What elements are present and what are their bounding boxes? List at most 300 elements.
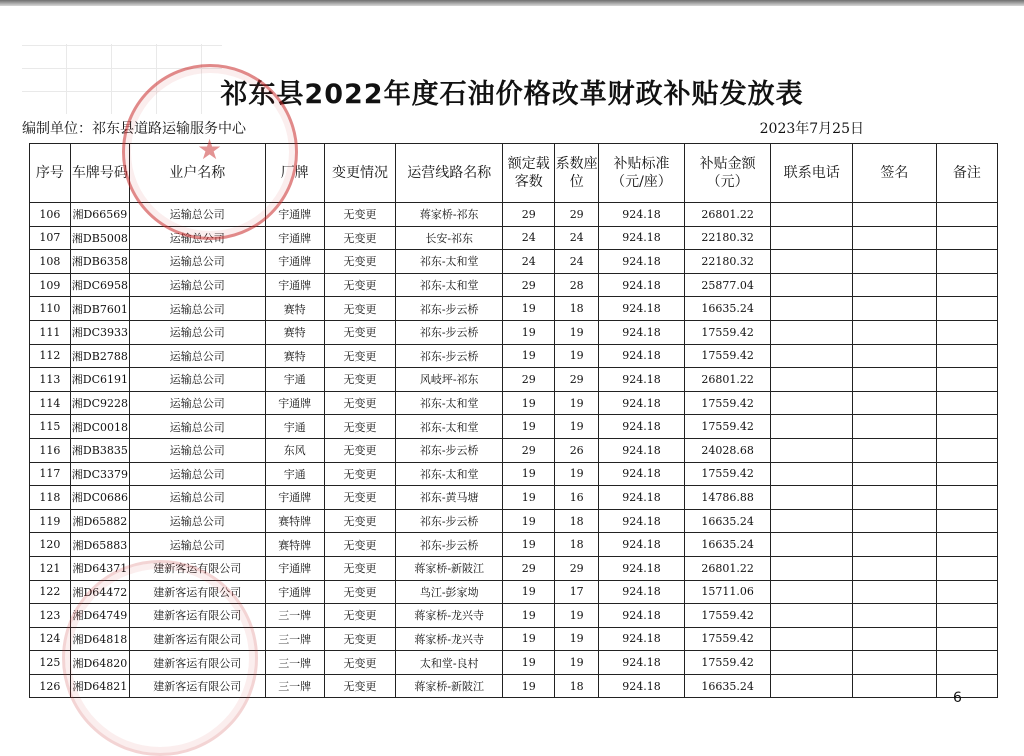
row-number-cell: 116 xyxy=(30,438,71,462)
column-header: 签名 xyxy=(853,144,937,203)
change-status-cell: 无变更 xyxy=(324,509,395,533)
route-name-cell: 蒋家桥-龙兴寺 xyxy=(396,627,503,651)
row-number-cell: 118 xyxy=(30,486,71,510)
phone-cell xyxy=(771,273,853,297)
phone-cell xyxy=(771,415,853,439)
column-header: 备注 xyxy=(936,144,997,203)
remark-cell xyxy=(936,462,997,486)
change-status-cell: 无变更 xyxy=(324,533,395,557)
table-row xyxy=(30,297,998,321)
rated-capacity-cell: 19 xyxy=(503,651,555,675)
owner-name-cell: 运输总公司 xyxy=(129,320,265,344)
phone-cell xyxy=(771,580,853,604)
coefficient-seats-cell: 19 xyxy=(555,391,599,415)
rated-capacity-cell: 29 xyxy=(503,203,555,227)
row-number-cell: 108 xyxy=(30,250,71,274)
signature-cell xyxy=(853,580,937,604)
phone-cell xyxy=(771,226,853,250)
column-header: 业户名称 xyxy=(129,144,265,203)
subsidy-amount-cell: 17559.42 xyxy=(684,604,771,628)
coefficient-seats-cell: 28 xyxy=(555,273,599,297)
change-status-cell: 无变更 xyxy=(324,203,395,227)
table-row xyxy=(30,580,998,604)
change-status-cell: 无变更 xyxy=(324,297,395,321)
rated-capacity-cell: 19 xyxy=(503,533,555,557)
rated-capacity-cell: 19 xyxy=(503,415,555,439)
signature-cell xyxy=(853,556,937,580)
row-number-cell: 110 xyxy=(30,297,71,321)
owner-name-cell: 运输总公司 xyxy=(129,297,265,321)
subsidy-amount-cell: 16635.24 xyxy=(684,297,771,321)
row-number-cell: 109 xyxy=(30,273,71,297)
coefficient-seats-cell: 24 xyxy=(555,226,599,250)
row-number-cell: 111 xyxy=(30,320,71,344)
owner-name-cell: 运输总公司 xyxy=(129,226,265,250)
change-status-cell: 无变更 xyxy=(324,368,395,392)
subsidy-table xyxy=(29,143,998,698)
table-row xyxy=(30,250,998,274)
subsidy-standard-cell: 924.18 xyxy=(599,226,685,250)
signature-cell xyxy=(853,297,937,321)
change-status-cell: 无变更 xyxy=(324,627,395,651)
document-date: 2023年7月25日 xyxy=(759,121,864,137)
rated-capacity-cell: 19 xyxy=(503,391,555,415)
subsidy-standard-cell: 924.18 xyxy=(599,533,685,557)
column-header: 补贴标准（元/座） xyxy=(599,144,685,203)
subsidy-amount-cell: 24028.68 xyxy=(684,438,771,462)
change-status-cell: 无变更 xyxy=(324,486,395,510)
change-status-cell: 无变更 xyxy=(324,556,395,580)
coefficient-seats-cell: 19 xyxy=(555,320,599,344)
remark-cell xyxy=(936,297,997,321)
route-name-cell: 祁东-步云桥 xyxy=(396,438,503,462)
row-number-cell: 121 xyxy=(30,556,71,580)
coefficient-seats-cell: 19 xyxy=(555,651,599,675)
phone-cell xyxy=(771,462,853,486)
signature-cell xyxy=(853,462,937,486)
remark-cell xyxy=(936,486,997,510)
subsidy-amount-cell: 26801.22 xyxy=(684,203,771,227)
rated-capacity-cell: 19 xyxy=(503,604,555,628)
plate-number-cell: 湘DC0018 xyxy=(70,415,129,439)
plate-number-cell: 湘DB7601 xyxy=(70,297,129,321)
coefficient-seats-cell: 18 xyxy=(555,297,599,321)
brand-cell: 赛特牌 xyxy=(265,509,324,533)
plate-number-cell: 湘D64820 xyxy=(70,651,129,675)
row-number-cell: 107 xyxy=(30,226,71,250)
signature-cell xyxy=(853,438,937,462)
row-number-cell: 106 xyxy=(30,203,71,227)
table-row xyxy=(30,533,998,557)
signature-cell xyxy=(853,250,937,274)
table-row xyxy=(30,438,998,462)
change-status-cell: 无变更 xyxy=(324,320,395,344)
brand-cell: 三一牌 xyxy=(265,651,324,675)
coefficient-seats-cell: 19 xyxy=(555,462,599,486)
subsidy-amount-cell: 16635.24 xyxy=(684,533,771,557)
rated-capacity-cell: 29 xyxy=(503,556,555,580)
plate-number-cell: 湘D64818 xyxy=(70,627,129,651)
subsidy-standard-cell: 924.18 xyxy=(599,344,685,368)
subsidy-standard-cell: 924.18 xyxy=(599,651,685,675)
plate-number-cell: 湘DB3835 xyxy=(70,438,129,462)
owner-name-cell: 运输总公司 xyxy=(129,486,265,510)
coefficient-seats-cell: 17 xyxy=(555,580,599,604)
coefficient-seats-cell: 18 xyxy=(555,509,599,533)
change-status-cell: 无变更 xyxy=(324,438,395,462)
route-name-cell: 蒋家桥-龙兴寺 xyxy=(396,604,503,628)
subsidy-standard-cell: 924.18 xyxy=(599,462,685,486)
subsidy-standard-cell: 924.18 xyxy=(599,368,685,392)
signature-cell xyxy=(853,651,937,675)
subsidy-standard-cell: 924.18 xyxy=(599,273,685,297)
owner-name-cell: 运输总公司 xyxy=(129,509,265,533)
owner-name-cell: 建新客运有限公司 xyxy=(129,604,265,628)
column-header: 厂牌 xyxy=(265,144,324,203)
owner-name-cell: 建新客运有限公司 xyxy=(129,651,265,675)
owner-name-cell: 建新客运有限公司 xyxy=(129,556,265,580)
table-row xyxy=(30,320,998,344)
change-status-cell: 无变更 xyxy=(324,226,395,250)
change-status-cell: 无变更 xyxy=(324,674,395,698)
change-status-cell: 无变更 xyxy=(324,415,395,439)
brand-cell: 三一牌 xyxy=(265,674,324,698)
subsidy-amount-cell: 17559.42 xyxy=(684,651,771,675)
subsidy-amount-cell: 17559.42 xyxy=(684,627,771,651)
plate-number-cell: 湘DC6958 xyxy=(70,273,129,297)
change-status-cell: 无变更 xyxy=(324,344,395,368)
route-name-cell: 祁东-太和堂 xyxy=(396,391,503,415)
owner-name-cell: 运输总公司 xyxy=(129,415,265,439)
route-name-cell: 鸟江-彭家坳 xyxy=(396,580,503,604)
remark-cell xyxy=(936,509,997,533)
coefficient-seats-cell: 24 xyxy=(555,250,599,274)
remark-cell xyxy=(936,627,997,651)
table-row xyxy=(30,391,998,415)
rated-capacity-cell: 24 xyxy=(503,250,555,274)
route-name-cell: 风岐坪-祁东 xyxy=(396,368,503,392)
subsidy-standard-cell: 924.18 xyxy=(599,438,685,462)
remark-cell xyxy=(936,674,997,698)
row-number-cell: 113 xyxy=(30,368,71,392)
column-header: 补贴金额（元） xyxy=(684,144,771,203)
brand-cell: 宇通牌 xyxy=(265,580,324,604)
signature-cell xyxy=(853,533,937,557)
plate-number-cell: 湘D66569 xyxy=(70,203,129,227)
subsidy-amount-cell: 22180.32 xyxy=(684,250,771,274)
subsidy-standard-cell: 924.18 xyxy=(599,486,685,510)
page-number: 6 xyxy=(953,690,962,706)
table-row xyxy=(30,273,998,297)
plate-number-cell: 湘D64371 xyxy=(70,556,129,580)
brand-cell: 赛特牌 xyxy=(265,533,324,557)
subsidy-amount-cell: 14786.88 xyxy=(684,486,771,510)
remark-cell xyxy=(936,415,997,439)
subsidy-amount-cell: 15711.06 xyxy=(684,580,771,604)
remark-cell xyxy=(936,391,997,415)
subsidy-amount-cell: 17559.42 xyxy=(684,344,771,368)
subsidy-standard-cell: 924.18 xyxy=(599,580,685,604)
table-row xyxy=(30,604,998,628)
subsidy-standard-cell: 924.18 xyxy=(599,203,685,227)
owner-name-cell: 运输总公司 xyxy=(129,462,265,486)
route-name-cell: 蒋家桥-新陂江 xyxy=(396,674,503,698)
subsidy-amount-cell: 17559.42 xyxy=(684,320,771,344)
remark-cell xyxy=(936,533,997,557)
remark-cell xyxy=(936,250,997,274)
column-header: 系数座位 xyxy=(555,144,599,203)
brand-cell: 宇通牌 xyxy=(265,250,324,274)
phone-cell xyxy=(771,533,853,557)
rated-capacity-cell: 19 xyxy=(503,580,555,604)
page-top-edge xyxy=(0,0,1024,6)
subsidy-amount-cell: 16635.24 xyxy=(684,674,771,698)
owner-name-cell: 运输总公司 xyxy=(129,203,265,227)
phone-cell xyxy=(771,203,853,227)
route-name-cell: 祁东-步云桥 xyxy=(396,297,503,321)
rated-capacity-cell: 29 xyxy=(503,438,555,462)
signature-cell xyxy=(853,368,937,392)
rated-capacity-cell: 29 xyxy=(503,273,555,297)
route-name-cell: 祁东-太和堂 xyxy=(396,415,503,439)
coefficient-seats-cell: 19 xyxy=(555,344,599,368)
row-number-cell: 112 xyxy=(30,344,71,368)
subsidy-standard-cell: 924.18 xyxy=(599,391,685,415)
rated-capacity-cell: 19 xyxy=(503,509,555,533)
brand-cell: 赛特 xyxy=(265,297,324,321)
signature-cell xyxy=(853,674,937,698)
owner-name-cell: 建新客运有限公司 xyxy=(129,674,265,698)
subsidy-amount-cell: 16635.24 xyxy=(684,509,771,533)
change-status-cell: 无变更 xyxy=(324,604,395,628)
remark-cell xyxy=(936,273,997,297)
brand-cell: 宇通牌 xyxy=(265,556,324,580)
plate-number-cell: 湘D65882 xyxy=(70,509,129,533)
route-name-cell: 太和堂-良村 xyxy=(396,651,503,675)
column-header: 联系电话 xyxy=(771,144,853,203)
route-name-cell: 蒋家桥-祁东 xyxy=(396,203,503,227)
owner-name-cell: 运输总公司 xyxy=(129,344,265,368)
table-body xyxy=(30,203,998,698)
route-name-cell: 祁东-步云桥 xyxy=(396,344,503,368)
owner-name-cell: 运输总公司 xyxy=(129,250,265,274)
plate-number-cell: 湘DB5008 xyxy=(70,226,129,250)
brand-cell: 三一牌 xyxy=(265,627,324,651)
phone-cell xyxy=(771,627,853,651)
remark-cell xyxy=(936,580,997,604)
brand-cell: 宇通 xyxy=(265,462,324,486)
brand-cell: 三一牌 xyxy=(265,604,324,628)
row-number-cell: 123 xyxy=(30,604,71,628)
change-status-cell: 无变更 xyxy=(324,391,395,415)
remark-cell xyxy=(936,651,997,675)
phone-cell xyxy=(771,391,853,415)
signature-cell xyxy=(853,391,937,415)
signature-cell xyxy=(853,203,937,227)
change-status-cell: 无变更 xyxy=(324,250,395,274)
phone-cell xyxy=(771,320,853,344)
coefficient-seats-cell: 18 xyxy=(555,674,599,698)
remark-cell xyxy=(936,438,997,462)
subsidy-amount-cell: 17559.42 xyxy=(684,462,771,486)
page-title: 祁东县2022年度石油价格改革财政补贴发放表 xyxy=(220,79,804,110)
owner-name-cell: 运输总公司 xyxy=(129,368,265,392)
phone-cell xyxy=(771,250,853,274)
row-number-cell: 119 xyxy=(30,509,71,533)
phone-cell xyxy=(771,651,853,675)
signature-cell xyxy=(853,226,937,250)
owner-name-cell: 建新客运有限公司 xyxy=(129,580,265,604)
phone-cell xyxy=(771,368,853,392)
table-row xyxy=(30,486,998,510)
rated-capacity-cell: 19 xyxy=(503,297,555,321)
table-row xyxy=(30,415,998,439)
column-header: 车牌号码 xyxy=(70,144,129,203)
phone-cell xyxy=(771,604,853,628)
subsidy-amount-cell: 22180.32 xyxy=(684,226,771,250)
route-name-cell: 祁东-太和堂 xyxy=(396,273,503,297)
coefficient-seats-cell: 16 xyxy=(555,486,599,510)
table-row xyxy=(30,651,998,675)
phone-cell xyxy=(771,509,853,533)
subsidy-amount-cell: 25877.04 xyxy=(684,273,771,297)
coefficient-seats-cell: 29 xyxy=(555,556,599,580)
subsidy-standard-cell: 924.18 xyxy=(599,415,685,439)
brand-cell: 宇通牌 xyxy=(265,273,324,297)
plate-number-cell: 湘DC6191 xyxy=(70,368,129,392)
route-name-cell: 祁东-太和堂 xyxy=(396,250,503,274)
subsidy-amount-cell: 17559.42 xyxy=(684,391,771,415)
subsidy-standard-cell: 924.18 xyxy=(599,604,685,628)
table-row xyxy=(30,226,998,250)
coefficient-seats-cell: 19 xyxy=(555,604,599,628)
subsidy-standard-cell: 924.18 xyxy=(599,509,685,533)
rated-capacity-cell: 24 xyxy=(503,226,555,250)
row-number-cell: 114 xyxy=(30,391,71,415)
column-header: 额定载客数 xyxy=(503,144,555,203)
rated-capacity-cell: 19 xyxy=(503,320,555,344)
rated-capacity-cell: 19 xyxy=(503,486,555,510)
table-row xyxy=(30,462,998,486)
signature-cell xyxy=(853,344,937,368)
table-row xyxy=(30,203,998,227)
signature-cell xyxy=(853,627,937,651)
remark-cell xyxy=(936,556,997,580)
change-status-cell: 无变更 xyxy=(324,651,395,675)
remark-cell xyxy=(936,203,997,227)
coefficient-seats-cell: 19 xyxy=(555,415,599,439)
brand-cell: 宇通 xyxy=(265,415,324,439)
brand-cell: 赛特 xyxy=(265,320,324,344)
plate-number-cell: 湘DC0686 xyxy=(70,486,129,510)
plate-number-cell: 湘DC3933 xyxy=(70,320,129,344)
row-number-cell: 115 xyxy=(30,415,71,439)
table-row xyxy=(30,344,998,368)
rated-capacity-cell: 19 xyxy=(503,344,555,368)
signature-cell xyxy=(853,486,937,510)
change-status-cell: 无变更 xyxy=(324,580,395,604)
subsidy-standard-cell: 924.18 xyxy=(599,627,685,651)
plate-number-cell: 湘DC3379 xyxy=(70,462,129,486)
plate-number-cell: 湘DC9228 xyxy=(70,391,129,415)
route-name-cell: 祁东-步云桥 xyxy=(396,320,503,344)
brand-cell: 宇通牌 xyxy=(265,203,324,227)
brand-cell: 宇通牌 xyxy=(265,226,324,250)
brand-cell: 宇通 xyxy=(265,368,324,392)
route-name-cell: 祁东-太和堂 xyxy=(396,462,503,486)
subsidy-standard-cell: 924.18 xyxy=(599,674,685,698)
header-row xyxy=(30,144,998,203)
coefficient-seats-cell: 29 xyxy=(555,368,599,392)
plate-number-cell: 湘D64472 xyxy=(70,580,129,604)
table-row xyxy=(30,627,998,651)
change-status-cell: 无变更 xyxy=(324,462,395,486)
table-row xyxy=(30,509,998,533)
column-header: 运营线路名称 xyxy=(396,144,503,203)
plate-number-cell: 湘DB2788 xyxy=(70,344,129,368)
signature-cell xyxy=(853,509,937,533)
rated-capacity-cell: 19 xyxy=(503,462,555,486)
remark-cell xyxy=(936,344,997,368)
route-name-cell: 祁东-步云桥 xyxy=(396,509,503,533)
coefficient-seats-cell: 26 xyxy=(555,438,599,462)
phone-cell xyxy=(771,438,853,462)
subsidy-standard-cell: 924.18 xyxy=(599,250,685,274)
plate-number-cell: 湘D64821 xyxy=(70,674,129,698)
phone-cell xyxy=(771,486,853,510)
phone-cell xyxy=(771,344,853,368)
rated-capacity-cell: 19 xyxy=(503,674,555,698)
row-number-cell: 117 xyxy=(30,462,71,486)
owner-name-cell: 运输总公司 xyxy=(129,391,265,415)
subsidy-amount-cell: 17559.42 xyxy=(684,415,771,439)
table-row xyxy=(30,368,998,392)
subsidy-amount-cell: 26801.22 xyxy=(684,556,771,580)
owner-name-cell: 运输总公司 xyxy=(129,438,265,462)
rated-capacity-cell: 29 xyxy=(503,368,555,392)
remark-cell xyxy=(936,368,997,392)
brand-cell: 赛特 xyxy=(265,344,324,368)
brand-cell: 东风 xyxy=(265,438,324,462)
row-number-cell: 122 xyxy=(30,580,71,604)
plate-number-cell: 湘D64749 xyxy=(70,604,129,628)
owner-name-cell: 运输总公司 xyxy=(129,533,265,557)
row-number-cell: 126 xyxy=(30,674,71,698)
brand-cell: 宇通牌 xyxy=(265,391,324,415)
change-status-cell: 无变更 xyxy=(324,273,395,297)
plate-number-cell: 湘DB6358 xyxy=(70,250,129,274)
route-name-cell: 长安-祁东 xyxy=(396,226,503,250)
row-number-cell: 120 xyxy=(30,533,71,557)
route-name-cell: 祁东-步云桥 xyxy=(396,533,503,557)
coefficient-seats-cell: 18 xyxy=(555,533,599,557)
remark-cell xyxy=(936,226,997,250)
brand-cell: 宇通牌 xyxy=(265,486,324,510)
owner-name-cell: 运输总公司 xyxy=(129,273,265,297)
column-header: 序号 xyxy=(30,144,71,203)
row-number-cell: 125 xyxy=(30,651,71,675)
subsidy-amount-cell: 26801.22 xyxy=(684,368,771,392)
phone-cell xyxy=(771,674,853,698)
signature-cell xyxy=(853,415,937,439)
column-header: 变更情况 xyxy=(324,144,395,203)
plate-number-cell: 湘D65883 xyxy=(70,533,129,557)
row-number-cell: 124 xyxy=(30,627,71,651)
table-row xyxy=(30,556,998,580)
coefficient-seats-cell: 29 xyxy=(555,203,599,227)
rated-capacity-cell: 19 xyxy=(503,627,555,651)
signature-cell xyxy=(853,273,937,297)
